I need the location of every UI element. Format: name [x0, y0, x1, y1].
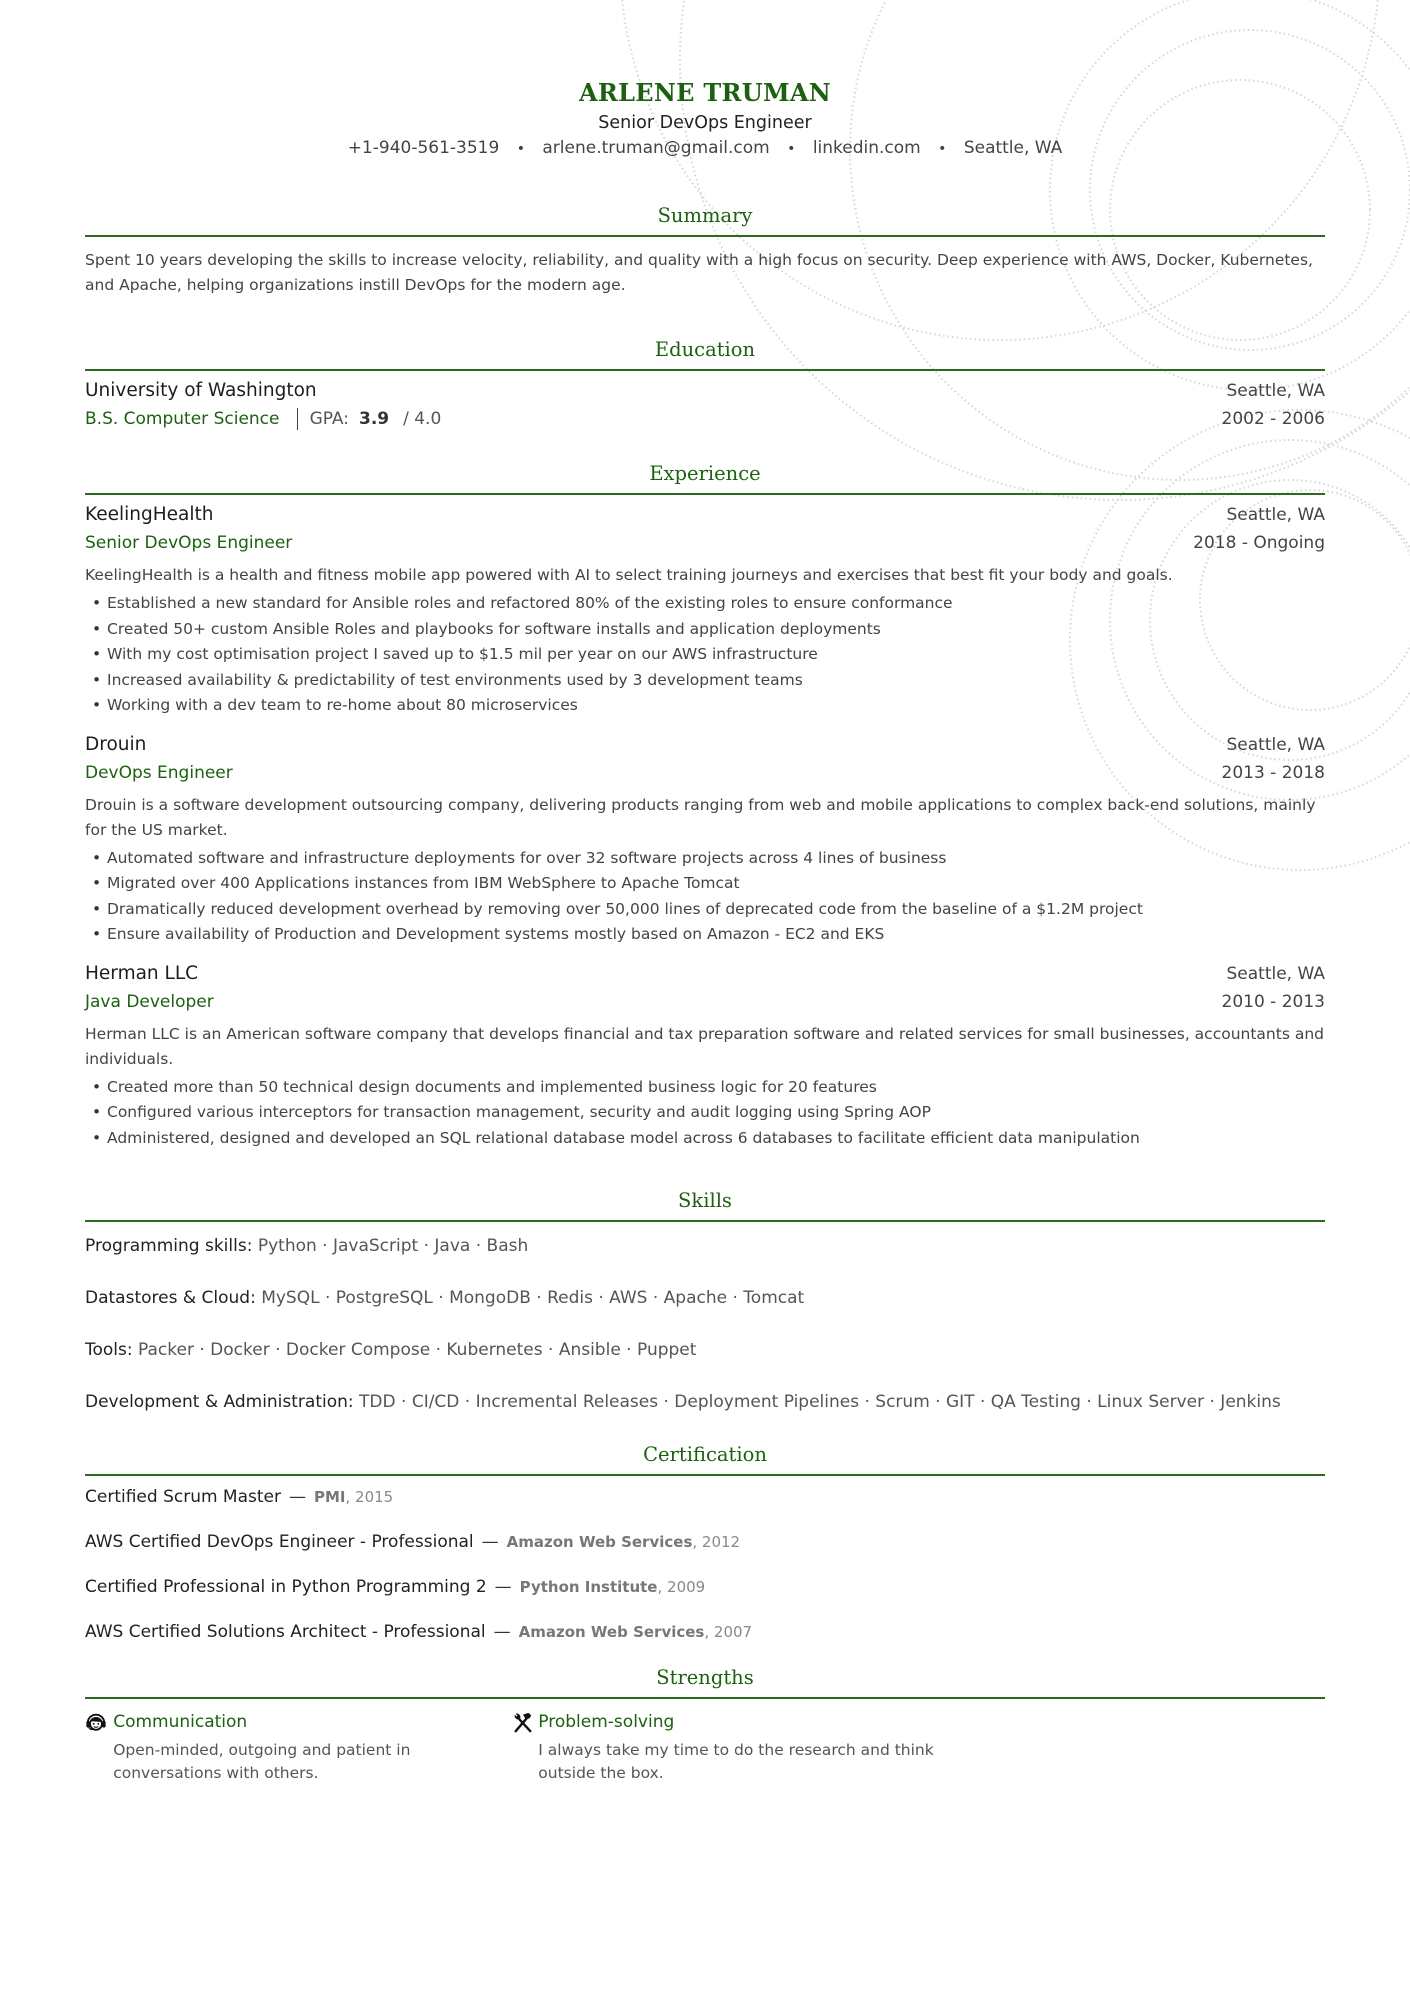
skill-group	[85, 1337, 1325, 1363]
resume-page	[85, 0, 1325, 1785]
skill-group-values: Python · JavaScript · Java · Bash	[257, 1236, 529, 1256]
achievement-list	[85, 846, 1325, 948]
school-name: University of Washington	[85, 380, 317, 401]
job-location: Seattle, WA	[1226, 963, 1325, 984]
company-description: Herman LLC is an American software company that develops financial and tax preparation software and related services for small businesses, accountants and individuals.	[85, 1024, 1324, 1068]
certification-issuer: Python Institute	[519, 1578, 658, 1596]
strength-item	[511, 1709, 937, 1785]
candidate-title: Senior DevOps Engineer	[598, 113, 812, 133]
achievement-list	[85, 1075, 1325, 1152]
linkedin-link[interactable]: linkedin.com	[812, 138, 921, 158]
em-dash: —	[481, 1532, 499, 1552]
company-name: KeelingHealth	[85, 504, 214, 525]
experience-entry	[85, 731, 1325, 948]
separator-dot: •	[938, 141, 947, 157]
experience-entry	[85, 960, 1325, 1152]
list-item: • Administered, designed and developed an SQL relational database model across 6 databases to facilitate efficient data manipulation	[85, 1126, 1325, 1152]
certification-year: , 2015	[345, 1488, 394, 1506]
skill-group	[85, 1233, 1325, 1259]
certification-name: Certified Professional in Python Programming 2	[85, 1577, 487, 1597]
gpa-max: / 4.0	[403, 409, 442, 429]
email-link[interactable]: arlene.truman@gmail.com	[542, 138, 770, 158]
certification-issuer: PMI	[314, 1488, 346, 1506]
list-item: • Automated software and infrastructure deployments for over 32 software projects across 4 lines of business	[85, 846, 1325, 872]
em-dash: —	[289, 1487, 306, 1507]
certification-year: , 2012	[692, 1533, 741, 1551]
certification-item	[85, 1619, 1325, 1645]
degree: B.S. Computer Science	[85, 409, 280, 429]
strength-description: Open-minded, outgoing and patient in conversations with others.	[113, 1741, 411, 1782]
certification-name: AWS Certified DevOps Engineer - Professional	[85, 1532, 474, 1552]
skill-group-values: Packer · Docker · Docker Compose · Kubernetes · Ansible · Puppet	[138, 1340, 697, 1360]
candidate-name: ARLENE TRUMAN	[578, 78, 832, 107]
strengths-section	[85, 1664, 1325, 1785]
skill-group-label: Development & Administration:	[85, 1392, 354, 1412]
summary-text: Spent 10 years developing the skills to increase velocity, reliability, and quality with a high focus on security. Deep experience with AWS, Docker, Kubernetes, and Apache, helping organizations instill DevOps for the modern age.	[85, 251, 1313, 294]
section-divider	[85, 369, 1325, 371]
company-description: Drouin is a software development outsourcing company, delivering products ranging from web and mobile applications to complex back-end solutions, mainly for the US market.	[85, 795, 1316, 839]
section-divider	[85, 235, 1325, 237]
company-name: Drouin	[85, 733, 147, 755]
strength-description: I always take my time to do the research and think outside the box.	[538, 1741, 934, 1782]
education-location: Seattle, WA	[1226, 381, 1325, 401]
certification-section	[85, 1441, 1325, 1645]
skill-group-values: TDD · CI/CD · Incremental Releases · Deployment Pipelines · Scrum · GIT · QA Testing · Linux Server · Jenkins	[359, 1392, 1281, 1412]
section-heading-summary: Summary	[657, 204, 753, 227]
list-item: • Created more than 50 technical design documents and implemented business logic for 20 features	[85, 1075, 1325, 1101]
skill-group-label: Datastores & Cloud:	[85, 1288, 256, 1308]
certification-year: , 2007	[704, 1623, 753, 1641]
summary-section	[85, 202, 1325, 298]
experience-entry	[85, 501, 1325, 719]
skill-group-values: MySQL · PostgreSQL · MongoDB · Redis · AWS · Apache · Tomcat	[261, 1288, 805, 1308]
em-dash: —	[494, 1577, 512, 1597]
em-dash: —	[493, 1622, 511, 1642]
contact-line	[85, 136, 1325, 161]
company-description: KeelingHealth is a health and fitness mobile app powered with AI to select training journeys and exercises that best fit your body and goals.	[85, 566, 1173, 584]
list-item: • Dramatically reduced development overhead by removing over 50,000 lines of deprecated code from the baseline of a $1.2M project	[85, 897, 1325, 923]
certification-issuer: Amazon Web Services	[506, 1533, 693, 1551]
job-location: Seattle, WA	[1226, 734, 1325, 755]
strength-title: Communication	[113, 1712, 248, 1732]
section-divider	[85, 1220, 1325, 1222]
job-dates: 2013 - 2018	[1221, 762, 1325, 783]
section-heading-strengths: Strengths	[656, 1666, 754, 1689]
strength-title: Problem-solving	[538, 1712, 675, 1732]
gpa-label: GPA:	[309, 409, 349, 429]
gpa	[285, 409, 442, 429]
education-entry	[85, 377, 1325, 433]
certification-issuer: Amazon Web Services	[518, 1623, 705, 1641]
hammer-wrench-icon	[511, 1709, 538, 1785]
gpa-value: 3.9	[358, 409, 390, 429]
section-heading-certification: Certification	[643, 1443, 767, 1466]
skill-group	[85, 1389, 1325, 1415]
job-role: DevOps Engineer	[85, 762, 233, 783]
skills-section	[85, 1187, 1325, 1415]
list-item: • Increased availability & predictability of test environments used by 3 development teams	[85, 668, 1325, 694]
job-role: Senior DevOps Engineer	[85, 533, 293, 553]
certification-item	[85, 1484, 1325, 1510]
certification-name: AWS Certified Solutions Architect - Professional	[85, 1622, 486, 1642]
list-item: • Migrated over 400 Applications instances from IBM WebSphere to Apache Tomcat	[85, 871, 1325, 897]
section-heading-skills: Skills	[678, 1189, 732, 1212]
section-divider	[85, 493, 1325, 495]
list-item: • Working with a dev team to re-home about 80 microservices	[85, 693, 1325, 719]
headset-person-icon	[85, 1709, 113, 1785]
section-heading-education: Education	[654, 338, 756, 361]
phone: +1-940-561-3519	[347, 138, 500, 158]
job-dates: 2010 - 2013	[1221, 991, 1325, 1012]
location: Seattle, WA	[963, 138, 1063, 158]
job-dates: 2018 - Ongoing	[1193, 533, 1325, 553]
list-item: • Ensure availability of Production and Development systems mostly based on Amazon - EC2 and EKS	[85, 922, 1325, 948]
separator-dot: •	[516, 141, 525, 157]
section-divider	[85, 1697, 1325, 1699]
job-role: Java Developer	[85, 991, 214, 1012]
resume-header	[85, 0, 1325, 161]
list-item: • Configured various interceptors for transaction management, security and audit logging using Spring AOP	[85, 1100, 1325, 1126]
list-item: • With my cost optimisation project I saved up to $1.5 mil per year on our AWS infrastructure	[85, 642, 1325, 668]
certification-name: Certified Scrum Master	[85, 1487, 281, 1507]
divider-bar	[297, 408, 298, 430]
list-item: • Created 50+ custom Ansible Roles and playbooks for software installs and application deployments	[85, 617, 1325, 643]
experience-section	[85, 460, 1325, 1151]
achievement-list	[85, 591, 1325, 719]
section-heading-experience: Experience	[649, 462, 761, 485]
skill-group	[85, 1285, 1325, 1311]
strength-item	[85, 1709, 511, 1785]
education-section	[85, 336, 1325, 433]
skill-group-label: Programming skills:	[85, 1236, 253, 1256]
certification-item	[85, 1574, 1325, 1600]
section-divider	[85, 1474, 1325, 1476]
certification-item	[85, 1529, 1325, 1555]
list-item: • Established a new standard for Ansible roles and refactored 80% of the existing roles to ensure conformance	[85, 591, 1325, 617]
skill-group-label: Tools:	[85, 1340, 133, 1360]
certification-year: , 2009	[657, 1578, 706, 1596]
separator-dot: •	[787, 141, 796, 157]
company-name: Herman LLC	[85, 962, 199, 984]
education-dates: 2002 - 2006	[1221, 409, 1325, 429]
job-location: Seattle, WA	[1226, 505, 1325, 525]
